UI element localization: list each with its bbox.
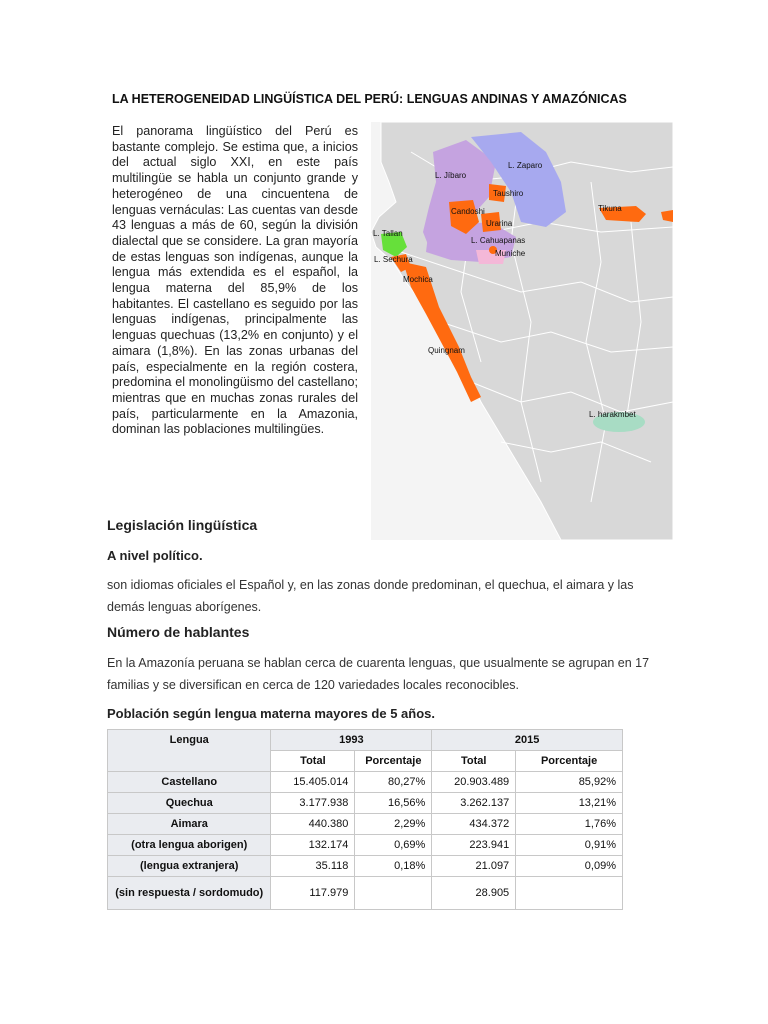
- label-muniche: Muniche: [495, 249, 526, 258]
- cell-total-2015: 434.372: [432, 814, 516, 835]
- label-urarina: Urarina: [486, 219, 513, 228]
- table-row: [108, 814, 623, 835]
- cell-total-2015: 21.097: [432, 856, 516, 877]
- table-row: [108, 877, 623, 910]
- label-quingnam: Quingnam: [428, 346, 465, 355]
- table-row: [108, 856, 623, 877]
- section-heading-hablantes: Número de hablantes: [107, 624, 250, 640]
- header-year-2015: 2015: [432, 730, 623, 751]
- label-tikuna: Tikuna: [598, 204, 622, 213]
- header-total-1993: Total: [271, 751, 355, 772]
- cell-porcentaje-2015: 85,92%: [516, 772, 623, 793]
- language-map: [371, 122, 673, 540]
- cell-total-1993: 440.380: [271, 814, 355, 835]
- cell-total-1993: 35.118: [271, 856, 355, 877]
- cell-porcentaje-2015: 0,91%: [516, 835, 623, 856]
- cell-lengua: (otra lengua aborigen): [108, 835, 271, 856]
- cell-lengua: Aimara: [108, 814, 271, 835]
- politico-paragraph: son idiomas oficiales el Español y, en las zonas donde predominan, el quechua, el aimara y las demás lenguas aborígenes.: [107, 578, 634, 614]
- map-svg: [371, 122, 673, 540]
- header-lengua: Lengua: [108, 730, 271, 772]
- label-zaparo: L. Zaparo: [508, 161, 543, 170]
- table-header-row: [108, 730, 623, 751]
- cell-porcentaje-1993: 0,69%: [355, 835, 432, 856]
- header-porcentaje-1993: Porcentaje: [355, 751, 432, 772]
- cell-porcentaje-1993: 2,29%: [355, 814, 432, 835]
- table-row: [108, 793, 623, 814]
- cell-total-1993: 3.177.938: [271, 793, 355, 814]
- label-jibaro: L. Jíbaro: [435, 171, 467, 180]
- header-porcentaje-2015: Porcentaje: [516, 751, 623, 772]
- label-cahuapanas: L. Cahuapanas: [471, 236, 526, 245]
- intro-paragraph: El panorama lingüístico del Perú es bastante complejo. Se estima que, a inicios del actual siglo XXI, en este país multilingüe se habla un conjunto grande y heterogéneo de una cincuentena de lenguas vernáculas: Las cuentas van desde 43 lenguas a más de 60, según la división dialectal que se considere. La gran mayoría de estas lenguas son indígenas, aunque la lengua más extendida es el español, la lengua materna del 85,9% de los habitantes. El castellano es seguido por las lenguas indígenas, principalmente las lenguas quechuas (13,2% en conjunto) y el aimara (1,8%). En las zonas urbanas del país, especialmente en la región costera, predomina el monolingüismo del castellano; mientras que en muchas zonas rurales del país, particularmente en la Amazonia, dominan las poblaciones multilingües.: [112, 124, 358, 437]
- cell-lengua: Castellano: [108, 772, 271, 793]
- cell-lengua: (lengua extranjera): [108, 856, 271, 877]
- label-candoshi: Candoshi: [451, 207, 485, 216]
- cell-porcentaje-2015: [516, 877, 623, 910]
- section-heading-legislacion: Legislación lingüística: [107, 517, 258, 533]
- cell-porcentaje-1993: 80,27%: [355, 772, 432, 793]
- cell-total-2015: 3.262.137: [432, 793, 516, 814]
- document-title: LA HETEROGENEIDAD LINGÜÍSTICA DEL PERÚ: LENGUAS ANDINAS Y AMAZÓNICAS: [112, 92, 627, 106]
- cell-porcentaje-2015: 0,09%: [516, 856, 623, 877]
- cell-porcentaje-2015: 13,21%: [516, 793, 623, 814]
- table-caption: Población según lengua materna mayores de 5 años.: [107, 706, 435, 721]
- cell-total-2015: 28.905: [432, 877, 516, 910]
- label-tallan: L. Tallan: [373, 229, 403, 238]
- label-sechura: L. Sechura: [374, 255, 413, 264]
- cell-total-1993: 15.405.014: [271, 772, 355, 793]
- cell-porcentaje-2015: 1,76%: [516, 814, 623, 835]
- cell-total-1993: 117.979: [271, 877, 355, 910]
- cell-lengua: Quechua: [108, 793, 271, 814]
- cell-porcentaje-1993: 0,18%: [355, 856, 432, 877]
- cell-porcentaje-1993: 16,56%: [355, 793, 432, 814]
- cell-total-2015: 223.941: [432, 835, 516, 856]
- header-total-2015: Total: [432, 751, 516, 772]
- label-harakmbet: L. harakmbet: [589, 410, 636, 419]
- cell-lengua: (sin respuesta / sordomudo): [108, 877, 271, 910]
- header-year-1993: 1993: [271, 730, 432, 751]
- table-row: [108, 835, 623, 856]
- table-row: [108, 772, 623, 793]
- subsection-heading-politico: A nivel político.: [107, 548, 203, 563]
- cell-total-2015: 20.903.489: [432, 772, 516, 793]
- label-mochica: Mochica: [403, 275, 433, 284]
- cell-total-1993: 132.174: [271, 835, 355, 856]
- hablantes-paragraph: En la Amazonía peruana se hablan cerca de cuarenta lenguas, que usualmente se agrupan en 17 familias y se diversifican en cerca de 120 variedades locales reconocibles.: [107, 656, 650, 692]
- label-taushiro: Taushiro: [493, 189, 524, 198]
- cell-porcentaje-1993: [355, 877, 432, 910]
- population-table: [107, 729, 623, 910]
